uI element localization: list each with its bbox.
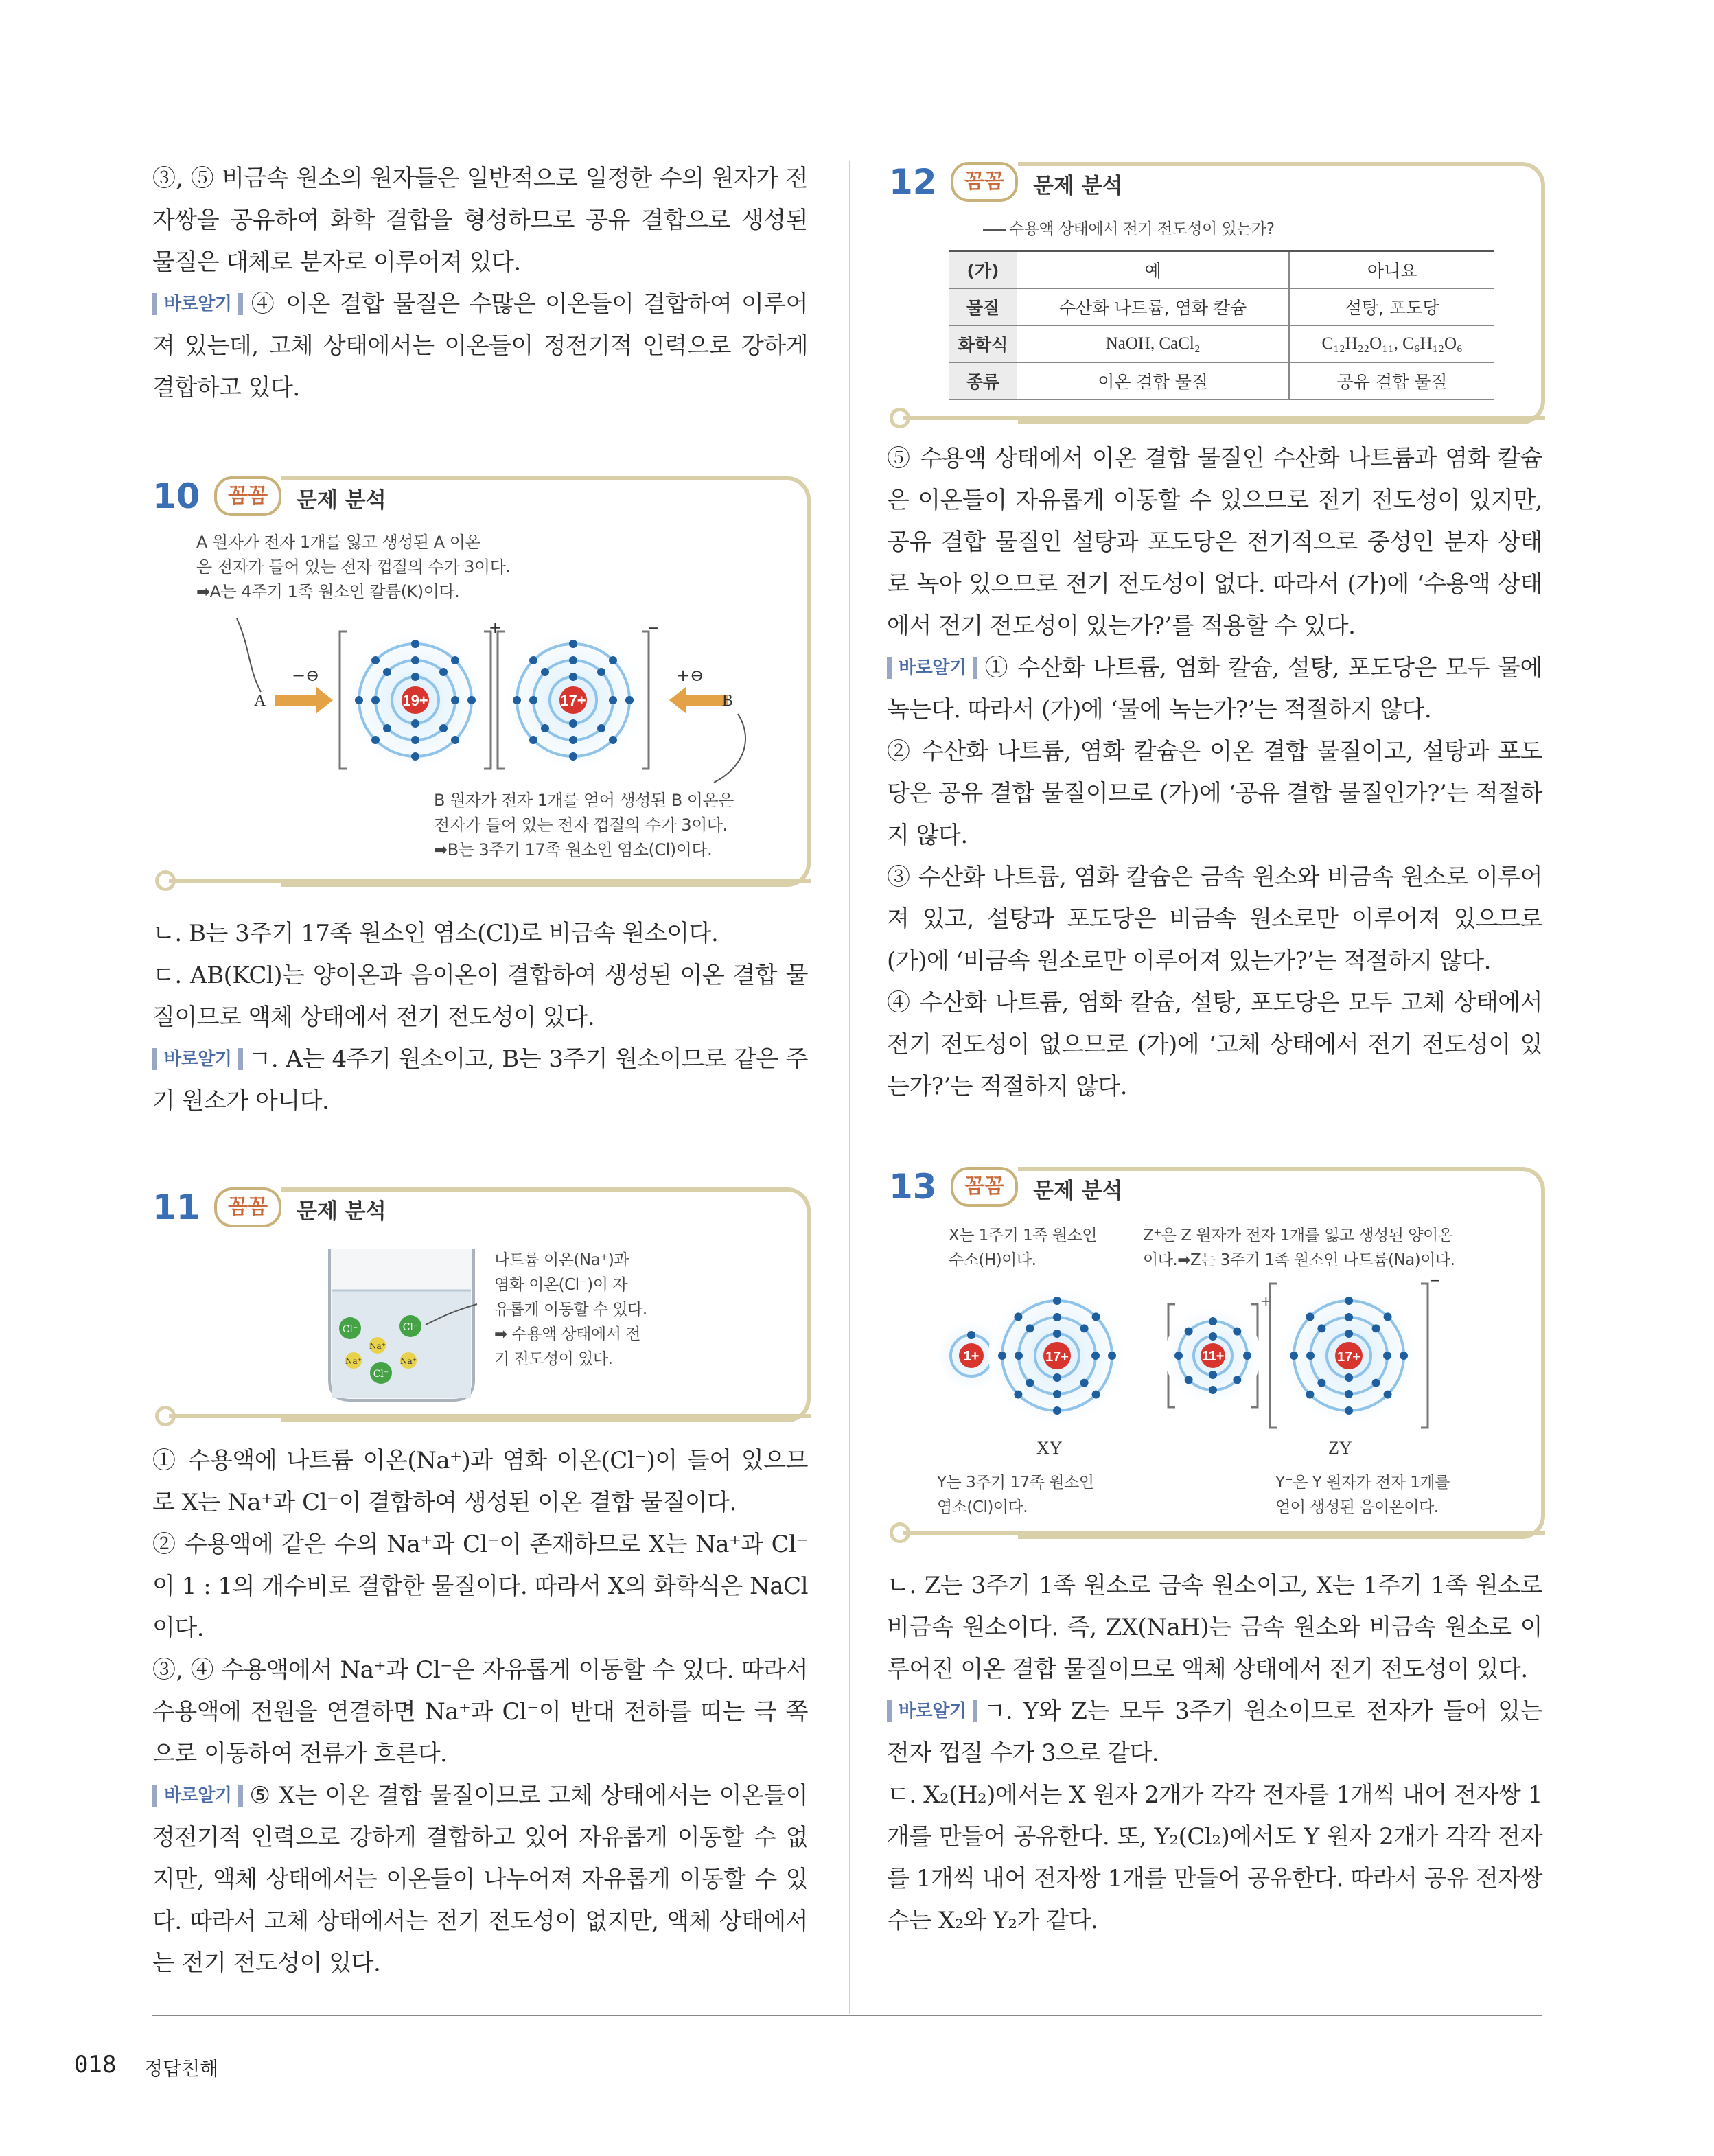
electron	[1185, 1328, 1193, 1336]
q12-answer-5: ④ 수산화 나트륨, 염화 칼슘, 설탕, 포도당은 모두 고체 상태에서 전기 전도성이 없으므로 (가)에 ‘고체 상태에서 전기 전도성이 있는가?’는 적절하지 않다.	[887, 989, 1542, 1100]
q10-answer-2: ㄷ. AB(KCl)는 양이온과 음이온이 결합하여 생성된 이온 결합 물질이므로 액체 상태에서 전기 전도성이 있다.	[152, 962, 808, 1031]
electron	[1383, 1352, 1391, 1360]
electron	[541, 668, 549, 676]
svg-text:17+: 17+	[560, 692, 586, 709]
electron	[1345, 1313, 1353, 1321]
electron	[625, 696, 634, 704]
electron	[411, 656, 419, 664]
beaker-diagram	[323, 1242, 480, 1407]
q13-answer-2: 바로알기 ㄱ. Y와 Z는 모두 3주기 원소이므로 전자가 들어 있는 전자 껍질 수가 3으로 같다.	[887, 1697, 1542, 1767]
electron	[439, 724, 448, 732]
svg-text:17+: 17+	[1337, 1349, 1360, 1365]
q12-question-pointer	[983, 229, 1006, 231]
q10-answers	[152, 913, 808, 1122]
table-row: 물질 수산화 나트륨, 염화 칼슘 설탕, 포도당	[949, 288, 1494, 325]
barroalgi-tag: 바로알기	[152, 1048, 243, 1070]
electron	[383, 724, 391, 732]
svg-text:−: −	[1429, 1272, 1441, 1288]
electron	[1026, 1324, 1034, 1332]
q10-answer-1: ㄴ. B는 3주기 17족 원소인 염소(Cl)로 비금속 원소이다.	[152, 920, 719, 947]
electron	[569, 640, 577, 648]
q11-title: 문제 분석	[297, 1199, 386, 1224]
electron	[371, 656, 380, 664]
electron	[1345, 1373, 1353, 1382]
electron	[355, 696, 363, 704]
electron	[1053, 1373, 1061, 1382]
electron	[529, 736, 537, 744]
table-row: 화학식 NaOH, CaCl₂ C₁₂H₂₂O₁₁, C₆H₁₂O₆	[949, 325, 1494, 362]
svg-text:−: −	[647, 620, 660, 637]
q11-answer-2: ② 수용액에 같은 수의 Na⁺과 Cl⁻이 존재하므로 X는 Na⁺과 Cl⁻이 1 : 1의 개수비로 결합한 물질이다. 따라서 X의 화학식은 NaCl이다.	[152, 1531, 808, 1642]
q10-number: 10	[152, 476, 200, 516]
q10-note-a: A 원자가 전자 1개를 잃고 생성된 A 이온 은 전자가 들어 있는 전자 껍질의 수가 3이다. ➡A는 4주기 1족 원소인 칼륨(K)이다.	[196, 533, 511, 601]
electron	[1384, 1312, 1392, 1321]
electron	[451, 736, 459, 744]
svg-text:Na⁺: Na⁺	[400, 1356, 417, 1366]
electron	[513, 696, 521, 704]
left-paragraph-1: ③, ⑤ 비금속 원소의 원자들은 일반적으로 일정한 수의 원자가 전자쌍을 공유하여 화학 결합을 형성하므로 공유 결합으로 생성된 물질은 대체로 분자로 이루어져 있다.	[152, 165, 808, 276]
electron	[1233, 1328, 1241, 1336]
electron	[1053, 1330, 1061, 1338]
q10-badge: 꼼꼼	[214, 476, 281, 516]
electron	[439, 668, 448, 676]
electron	[541, 724, 549, 732]
electron	[1317, 1324, 1325, 1332]
electron	[1174, 1352, 1183, 1360]
q11-answer-4: 바로알기 ⑤ X는 이온 결합 물질이므로 고체 상태에서는 이온들이 정전기적 인력으로 강하게 결합하고 있어 자유롭게 이동할 수 없지만, 액체 상태에서는 이온들이 나누어져 자유롭게 이동할 수 있다. 따라서 고체 상태에서는 전기 전도성이 없지만, 액체 상태에서는 전기 전도성이 있다.	[152, 1782, 808, 1977]
electron	[411, 719, 419, 728]
q13-title: 문제 분석	[1033, 1179, 1123, 1203]
svg-text:Cl⁻: Cl⁻	[373, 1369, 389, 1380]
q10-note-b: B 원자가 전자 1개를 얻어 생성된 B 이온은 전자가 들어 있는 전자 껍질의 수가 3이다. ➡B는 3주기 17족 원소인 염소(Cl)이다.	[434, 791, 734, 859]
barroalgi-tag: 바로알기	[152, 1785, 243, 1807]
electron	[1209, 1371, 1217, 1379]
electron	[529, 656, 537, 664]
electron	[569, 656, 577, 664]
svg-text:19+: 19+	[402, 692, 428, 709]
electron	[1290, 1352, 1298, 1360]
electron	[1015, 1352, 1023, 1360]
electron	[609, 696, 617, 704]
electron	[451, 656, 459, 664]
electron	[609, 656, 617, 664]
electron	[1384, 1391, 1392, 1399]
q12-question: 수용액 상태에서 전기 전도성이 있는가?	[1009, 220, 1275, 238]
q10-ion-diagram	[233, 618, 769, 783]
q11-answers	[152, 1440, 808, 1984]
q11-badge: 꼼꼼	[214, 1187, 281, 1227]
electron	[1372, 1379, 1380, 1387]
column-divider	[849, 161, 850, 2014]
svg-text:+⊖: +⊖	[676, 666, 704, 685]
svg-text:Na⁺: Na⁺	[369, 1341, 386, 1351]
q10-answer-3: 바로알기 ㄱ. A는 4주기 원소이고, B는 3주기 원소이므로 같은 주기 원소가 아니다.	[152, 1045, 808, 1115]
electron	[451, 696, 459, 704]
electron	[1345, 1297, 1353, 1305]
q13-answers	[887, 1565, 1542, 1942]
electron	[1053, 1390, 1061, 1398]
electron	[1345, 1406, 1353, 1415]
electron	[1080, 1324, 1089, 1332]
q12-answer-1: ⑤ 수용액 상태에서 이온 결합 물질인 수산화 나트륨과 염화 칼슘은 이온들이 자유롭게 이동할 수 있으므로 전기 전도성이 있지만, 공유 결합 물질인 설탕과 포도당은 전기적으로 중성인 분자 상태로 녹아 있으므로 전기 전도성이 없다. 따라서 (가)에 ‘수용액 상태에서 전기 전도성이 있는가?’를 적용할 수 있다.	[887, 445, 1542, 640]
electron	[967, 1331, 975, 1339]
svg-text:A: A	[254, 692, 266, 710]
electron	[1091, 1352, 1100, 1360]
svg-text:ZY: ZY	[1328, 1438, 1352, 1455]
q13-badge: 꼼꼼	[951, 1167, 1018, 1207]
svg-text:XY: XY	[1036, 1438, 1063, 1455]
electron	[998, 1352, 1006, 1360]
q12-title: 문제 분석	[1033, 174, 1123, 198]
electron	[1108, 1352, 1116, 1360]
electron	[411, 640, 419, 648]
electron	[609, 736, 617, 744]
q13-number: 13	[889, 1167, 937, 1207]
electron	[529, 696, 537, 704]
electron	[569, 673, 577, 681]
svg-text:B: B	[722, 692, 734, 710]
svg-text:11+: 11+	[1201, 1349, 1225, 1364]
table-row: 종류 이온 결합 물질 공유 결합 물질	[949, 362, 1494, 399]
electron	[411, 752, 419, 761]
q13-note-z: Z⁺은 Z 원자가 전자 1개를 잃고 생성된 양이온 이다.➡Z는 3주기 1족 원소인 나트륨(Na)이다.	[1143, 1227, 1455, 1269]
q11-answer-1: ① 수용액에 나트륨 이온(Na⁺)과 염화 이온(Cl⁻)이 들어 있으므로 X는 Na⁺과 Cl⁻이 결합하여 생성된 이온 결합 물질이다.	[152, 1447, 808, 1516]
electron	[1092, 1312, 1100, 1321]
electron	[1026, 1379, 1034, 1387]
q12-table	[949, 250, 1494, 400]
electron	[1209, 1332, 1217, 1341]
electron	[569, 752, 577, 761]
q11-number: 11	[152, 1187, 200, 1227]
electron	[1400, 1352, 1408, 1360]
electron	[411, 736, 419, 744]
q10-title: 문제 분석	[297, 488, 386, 513]
electron	[569, 719, 577, 728]
svg-text:Cl⁻: Cl⁻	[342, 1324, 358, 1335]
electron	[1185, 1376, 1193, 1384]
q12-answer-3: ② 수산화 나트륨, 염화 칼슘은 이온 결합 물질이고, 설탕과 포도당은 공유 결합 물질이므로 (가)에 ‘공유 결합 물질인가?’는 적절하지 않다.	[887, 738, 1542, 849]
svg-text:−⊖: −⊖	[292, 666, 320, 685]
electron	[1306, 1312, 1314, 1321]
electron	[1092, 1391, 1100, 1399]
electron	[1372, 1324, 1380, 1332]
barroalgi-tag: 바로알기	[887, 1700, 977, 1722]
svg-text:+: +	[489, 620, 502, 637]
electron	[1053, 1313, 1061, 1321]
q12-badge: 꼼꼼	[951, 162, 1018, 202]
electron	[569, 736, 577, 744]
electron	[1053, 1297, 1061, 1305]
electron	[371, 696, 380, 704]
q13-note-y2: Y⁻은 Y 원자가 전자 1개를 얻어 생성된 음이온이다.	[1275, 1474, 1450, 1516]
svg-text:1+: 1+	[963, 1349, 980, 1364]
electron	[597, 668, 605, 676]
electron	[383, 668, 391, 676]
q11-note: 나트륨 이온(Na⁺)과 염화 이온(Cl⁻)이 자 유롭게 이동할 수 있다. ➡ 수용액 상태에서 전 기 전도성이 있다.	[494, 1251, 647, 1368]
q12-answer-2: 바로알기 ① 수산화 나트륨, 염화 칼슘, 설탕, 포도당은 모두 물에 녹는다. 따라서 (가)에 ‘물에 녹는가?’는 적절하지 않다.	[887, 654, 1542, 723]
electron	[1014, 1312, 1022, 1321]
q12-answers	[887, 438, 1542, 1108]
svg-text:+: +	[1260, 1293, 1272, 1309]
q13-note-y1: Y는 3주기 17족 원소인 염소(Cl)이다.	[937, 1474, 1094, 1516]
electron	[1080, 1379, 1089, 1387]
atom-a	[347, 631, 484, 769]
electron	[371, 736, 380, 744]
electron	[1209, 1317, 1217, 1325]
electron	[1053, 1406, 1061, 1415]
electron	[1306, 1352, 1315, 1360]
table-row: (가) 예 아니요	[949, 251, 1494, 289]
electron	[1014, 1391, 1022, 1399]
atom-b	[505, 631, 642, 769]
q13-note-x: X는 1주기 1족 원소인 수소(H)이다.	[949, 1227, 1097, 1269]
electron	[597, 724, 605, 732]
page-label: 정답친해	[144, 2057, 219, 2080]
svg-text:17+: 17+	[1045, 1349, 1069, 1365]
svg-text:Na⁺: Na⁺	[345, 1356, 362, 1366]
electron	[1345, 1330, 1353, 1338]
electron	[411, 673, 419, 681]
q12-answer-4: ③ 수산화 나트륨, 염화 칼슘은 금속 원소와 비금속 원소로 이루어져 있고, 설탕과 포도당은 비금속 원소로만 이루어져 있으므로 (가)에 ‘비금속 원소로만 이루어져 있는가?’는 적절하지 않다.	[887, 863, 1542, 975]
left-column	[152, 158, 808, 409]
q11-answer-3: ③, ④ 수용액에서 Na⁺과 Cl⁻은 자유롭게 이동할 수 있다. 따라서 수용액에 전원을 연결하면 Na⁺과 Cl⁻이 반대 전하를 띠는 극 쪽으로 이동하여 전류가 흐른다.	[152, 1656, 808, 1767]
page-number: 018	[74, 2051, 117, 2078]
electron	[1233, 1376, 1241, 1384]
q12-number: 12	[889, 162, 937, 202]
barroalgi-tag: 바로알기	[152, 293, 243, 315]
footer-rule	[152, 2015, 1542, 2016]
q13-diagram	[934, 1270, 1483, 1455]
electron	[1209, 1386, 1217, 1394]
electron	[1306, 1391, 1314, 1399]
svg-text:Cl⁻: Cl⁻	[402, 1322, 419, 1333]
electron	[1345, 1390, 1353, 1398]
electron	[1317, 1379, 1325, 1387]
q13-answer-3: ㄷ. X₂(H₂)에서는 X 원자 2개가 각각 전자를 1개씩 내어 전자쌍 1개를 만들어 공유한다. 또, Y₂(Cl₂)에서도 Y 원자 2개가 각각 전자를 1개씩 내어 전자쌍 1개를 만들어 공유한다. 따라서 공유 전자쌍 수는 X₂와 Y₂가 같다.	[887, 1781, 1542, 1934]
left-paragraph-2: 바로알기 ④ 이온 결합 물질은 수많은 이온들이 결합하여 이루어져 있는데, 고체 상태에서는 이온들이 정전기적 인력으로 강하게 결합하고 있다.	[152, 290, 808, 402]
barroalgi-tag: 바로알기	[887, 657, 977, 679]
q13-answer-1: ㄴ. Z는 3주기 1족 원소로 금속 원소이고, X는 1주기 1족 원소로 비금속 원소이다. 즉, ZX(NaH)는 금속 원소와 비금속 원소로 이루어진 이온 결합 물질이므로 액체 상태에서 전기 전도성이 있다.	[887, 1572, 1542, 1683]
electron	[467, 696, 476, 704]
electron	[1243, 1352, 1251, 1360]
